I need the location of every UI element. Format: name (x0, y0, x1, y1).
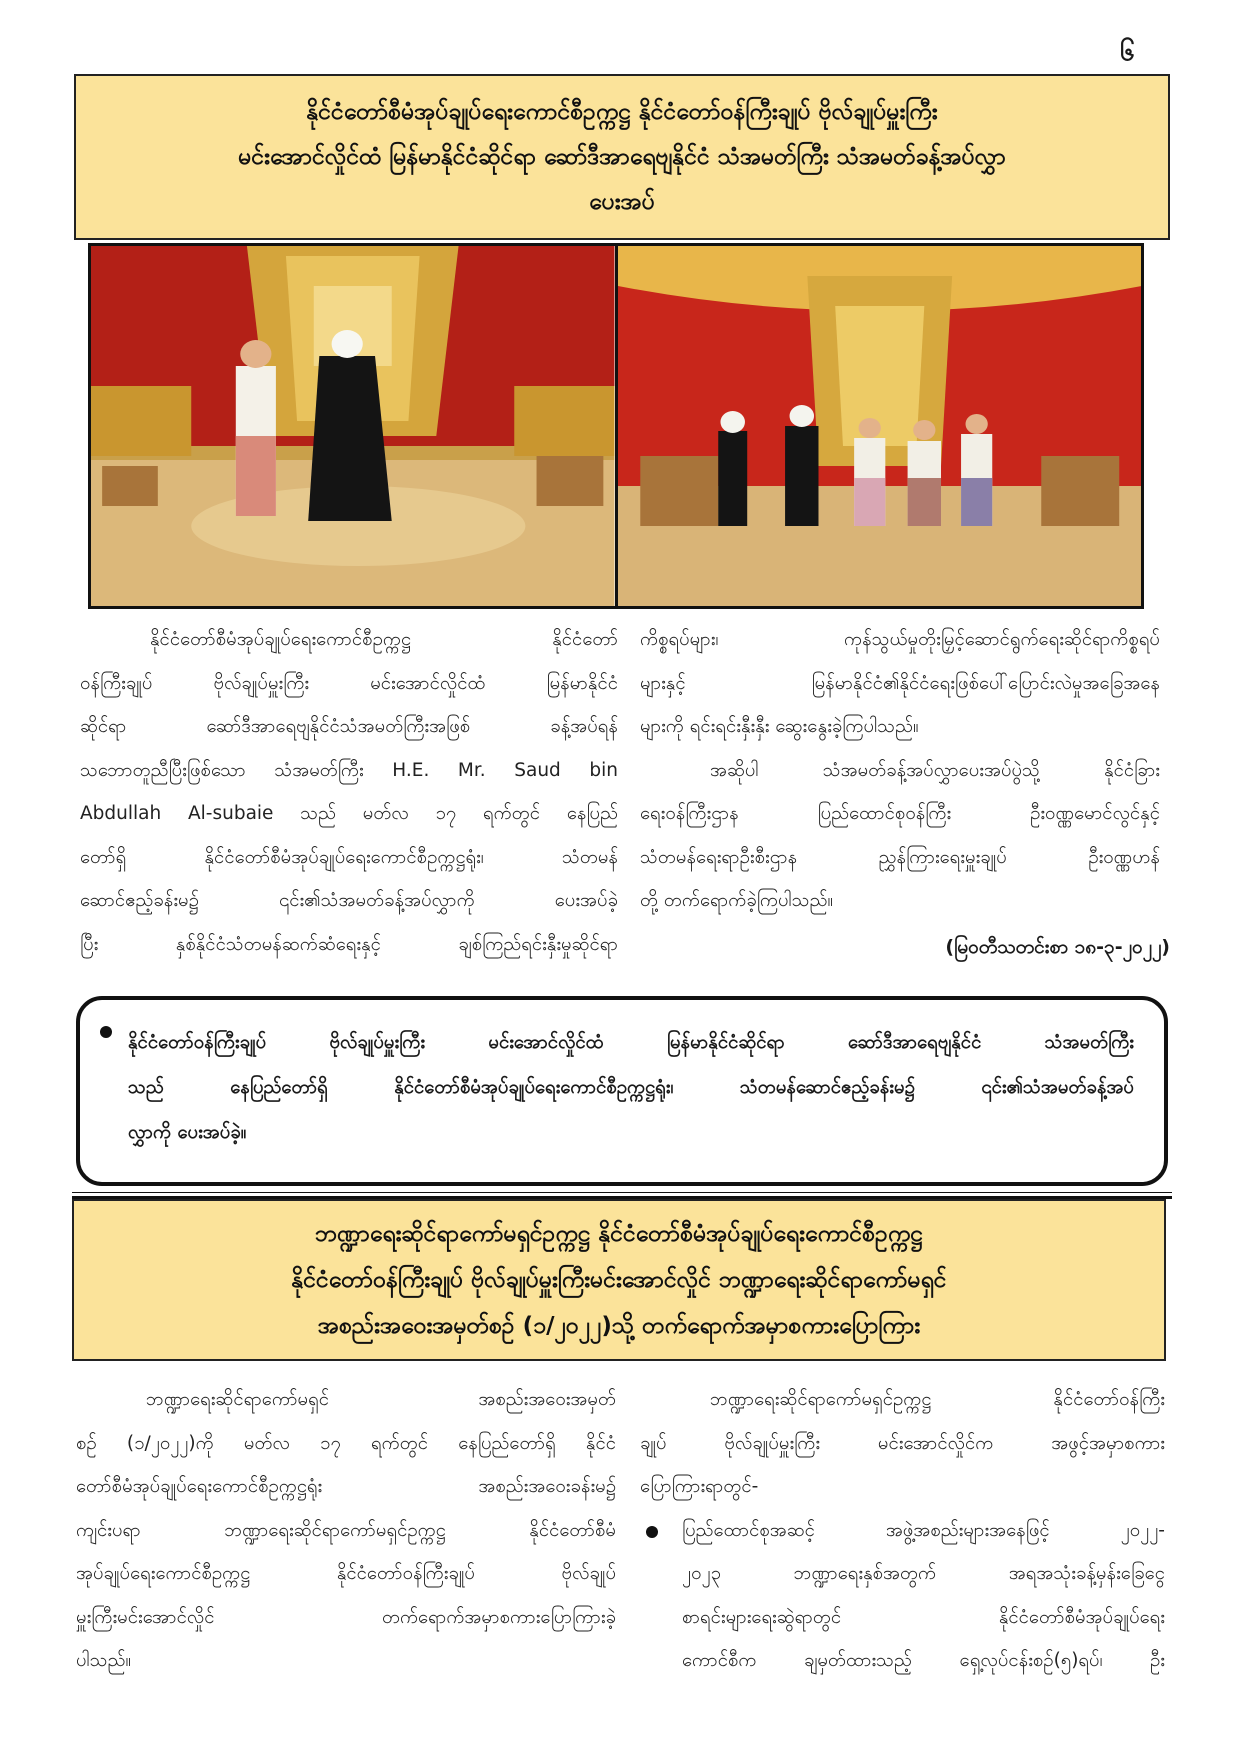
title-line: မင်းအောင်လှိုင်ထံ မြန်မာနိုင်ငံဆိုင်ရာ ဆော်ဒီအာရေဗျနိုင်ငံ သံအမတ်ကြီး သံအမတ်ခန့်အပ်လွှာ (238, 143, 1006, 170)
summary-line: လွှာကို ပေးအပ်ခဲ့။ (128, 1122, 247, 1143)
article2-body-left (76, 1378, 616, 1683)
text-line: ကိစ္စရပ်များ၊ ကုန်သွယ်မှုတိုးမြှင့်ဆောင်ရွက်ရေးဆိုင်ရာကိစ္စရပ် (640, 629, 1160, 650)
summary-box (76, 996, 1168, 1186)
text-line: ပြောကြားရာတွင်- (640, 1476, 759, 1497)
page-number: ၆ (1120, 37, 1135, 67)
photo-credential-handover (91, 246, 615, 606)
ceremony-photo-right (618, 246, 1142, 606)
summary-line: သည် နေပြည်တော်ရှိ နိုင်ငံတော်စီမံအုပ်ချုပ်ရေးကောင်စီဥက္ကဋ္ဌရုံး၊ သံတမန်ဆောင်ဧည့်ခန်းမ၌ ၎င်း၏သံအမတ်ခန့်အပ် (128, 1077, 1134, 1098)
text-line: မှူးကြီးမင်းအောင်လှိုင် တက်ရောက်အမှာစကားပြောကြားခဲ့ (76, 1606, 616, 1628)
text-line: သဘောတူညီပြီးဖြစ်သော သံအမတ်ကြီး H.E. Mr. Saud bin (80, 759, 618, 781)
summary-line: နိုင်ငံတော်ဝန်ကြီးချုပ် ဗိုလ်ချုပ်မှူးကြီး မင်းအောင်လှိုင်ထံ မြန်မာနိုင်ငံဆိုင်ရာ ဆော်ဒီအာရေဗျနိုင်ငံ သံအမတ်ကြီး (128, 1032, 1134, 1053)
text-line: တော်စီမံအုပ်ချုပ်ရေးကောင်စီဥက္ကဋ္ဌရုံး အစည်းအဝေးခန်းမ၌ (76, 1476, 616, 1497)
text-line: တော်ရှိ နိုင်ငံတော်စီမံအုပ်ချုပ်ရေးကောင်စီဥက္ကဋ္ဌရုံး၊ သံတမန် (80, 846, 618, 868)
text-line: ပါသည်။ (76, 1650, 132, 1671)
text-line: ပြီး နှစ်နိုင်ငံသံတမန်ဆက်ဆံရေးနှင့် ချစ်ကြည်ရင်းနှီးမှုဆိုင်ရာ (80, 933, 618, 955)
text-line: အုပ်ချုပ်ရေးကောင်စီဥက္ကဋ္ဌ နိုင်ငံတော်ဝန်ကြီးချုပ် ဗိုလ်ချုပ် (76, 1563, 616, 1584)
text-line: ဘဏ္ဍာရေးဆိုင်ရာကော်မရှင်ဥက္ကဋ္ဌ နိုင်ငံတော်ဝန်ကြီး (710, 1389, 1165, 1410)
photo-strip (88, 243, 1144, 609)
text-line: ပြည်ထောင်စုအဆင့် အဖွဲ့အစည်းများအနေဖြင့် ၂၀၂၂- (682, 1519, 1165, 1541)
text-line: စာရင်းများရေးဆွဲရာတွင် နိုင်ငံတော်စီမံအုပ်ချုပ်ရေး (682, 1606, 1165, 1628)
text-line: ဘဏ္ဍာရေးဆိုင်ရာကော်မရှင် အစည်းအဝေးအမှတ် (146, 1389, 616, 1410)
article-title-credentials (74, 74, 1170, 240)
text-line: ကျင်းပရာ ဘဏ္ဍာရေးဆိုင်ရာကော်မရှင်ဥက္ကဋ္ဌ နိုင်ငံတော်စီမံ (76, 1519, 616, 1541)
title-line: အစည်းအဝေးအမှတ်စဉ် (၁/၂၀၂၂)သို့ တက်ရောက်အမှာစကားပြောကြား (317, 1313, 921, 1339)
article1-body-left (80, 618, 618, 966)
bullet-icon (100, 1026, 112, 1038)
article-title-finance-commission (72, 1199, 1166, 1361)
text-line: များနှင့် မြန်မာနိုင်ငံ၏နိုင်ငံရေးဖြစ်ပေါ်ပြောင်းလဲမှုအခြေအနေ (640, 672, 1160, 694)
text-line: အဆိုပါ သံအမတ်ခန့်အပ်လွှာပေးအပ်ပွဲသို့ နိုင်ငံခြား (710, 759, 1160, 781)
text-line: ကောင်စီက ချမှတ်ထားသည့် ရှေ့လုပ်ငန်းစဉ်(၅)ရပ်၊ ဦး (682, 1650, 1165, 1671)
text-line: များကို ရင်းရင်းနှီးနှီး ဆွေးနွေးခဲ့ကြပါသည်။ (640, 716, 919, 737)
article2-body-right (640, 1378, 1165, 1683)
title-line: ဘဏ္ဍာရေးဆိုင်ရာကော်မရှင်ဥက္ကဋ္ဌ နိုင်ငံတော်စီမံအုပ်ချုပ်ရေးကောင်စီဥက္ကဋ္ဌ (315, 1221, 923, 1247)
title-line: နိုင်ငံတော်စီမံအုပ်ချုပ်ရေးကောင်စီဥက္ကဋ္ဌ နိုင်ငံတော်ဝန်ကြီးချုပ် ဗိုလ်ချုပ်မှူးကြီး (306, 98, 938, 125)
photo-group-portrait (615, 246, 1142, 606)
divider (72, 1192, 1172, 1193)
text-line: Abdullah Al-subaie သည် မတ်လ ၁၇ ရက်တွင် နေပြည် (80, 803, 618, 824)
text-line: တို့ တက်ရောက်ခဲ့ကြပါသည်။ (640, 890, 834, 911)
text-line: သံတမန်ရေးရာဦးစီးဌာန ညွှန်ကြားရေးမှူးချုပ် ဦးဝဏ္ဏဟန် (640, 846, 1160, 868)
title-line: နိုင်ငံတော်ဝန်ကြီးချုပ် ဗိုလ်ချုပ်မှူးကြီးမင်းအောင်လှိုင် ဘဏ္ဍာရေးဆိုင်ရာကော်မရှင် (291, 1267, 947, 1293)
list-item (640, 1509, 1165, 1683)
text-line: နိုင်ငံတော်စီမံအုပ်ချုပ်ရေးကောင်စီဥက္ကဋ္ဌ နိုင်ငံတော် (150, 629, 618, 650)
title-line: ပေးအပ် (589, 188, 655, 215)
text-line: စဉ် (၁/၂၀၂၂)ကို မတ်လ ၁၇ ရက်တွင် နေပြည်တော်ရှိ နိုင်ငံ (76, 1432, 616, 1454)
text-line: ဆောင်ဧည့်ခန်းမ၌ ၎င်း၏သံအမတ်ခန့်အပ်လွှာကို ပေးအပ်ခဲ့ (80, 890, 618, 911)
text-line: ချုပ် ဗိုလ်ချုပ်မှူးကြီး မင်းအောင်လှိုင်က အဖွင့်အမှာစကား (640, 1432, 1165, 1454)
text-line: ၂၀၂၃ ဘဏ္ဍာရေးနှစ်အတွက် အရအသုံးခန့်မှန်းခြေငွေ (682, 1563, 1165, 1584)
text-line: ရေးဝန်ကြီးဌာန ပြည်ထောင်စုဝန်ကြီး ဦးဝဏ္ဏမောင်လွင်နှင့် (640, 803, 1160, 824)
text-line: ဆိုင်ရာ ဆော်ဒီအာရေဗျနိုင်ငံသံအမတ်ကြီးအဖြစ် ခန့်အပ်ရန် (80, 716, 618, 737)
news-source: (မြဝတီသတင်းစာ ၁၈-၃-၂၀၂၂) (945, 936, 1170, 958)
ceremony-photo-left (91, 246, 615, 606)
bullet-icon (646, 1526, 658, 1538)
article1-body-right (640, 618, 1160, 923)
text-line: ဝန်ကြီးချုပ် ဗိုလ်ချုပ်မှူးကြီး မင်းအောင်လှိုင်ထံ မြန်မာနိုင်ငံ (80, 672, 618, 694)
